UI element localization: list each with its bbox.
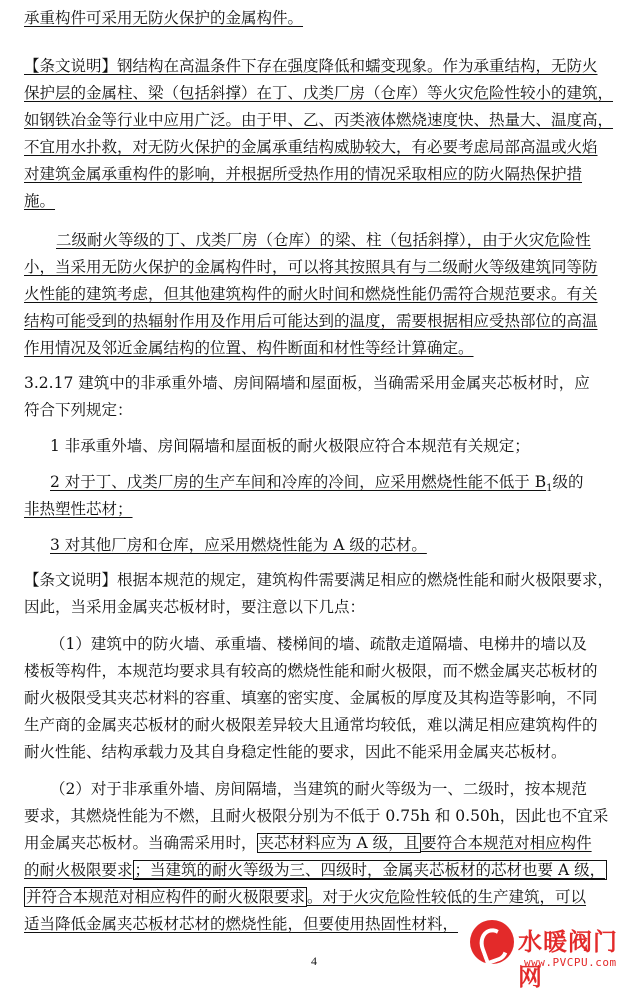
- text-line: 楼板等构件，本规范均要求具有较高的燃烧性能和耐火极限，而不燃金属夹芯板材的: [24, 662, 598, 680]
- text-line: 【条文说明】根据本规范的规定，建筑构件需要满足相应的燃烧性能和耐火极限要求，: [24, 571, 614, 589]
- text-line: [24, 856, 607, 884]
- subscript: 1: [546, 483, 553, 495]
- list-item-text: 2 对于丁、戊类厂房的生产车间和冷库的冷间，应采用燃烧性能不低于 B: [50, 473, 547, 491]
- clause-heading: 3.2.17 建筑中的非承重外墙、房间隔墙和屋面板，当确需采用金属夹芯板材时，应: [24, 374, 590, 392]
- text-line: 符合下列规定：: [24, 401, 133, 419]
- text-line: 对建筑金属承重构件的影响，并根据所受热作用的情况采取相应的防火隔热保护措: [24, 165, 583, 183]
- text-segment: 的耐火极限要求: [24, 861, 133, 879]
- text-line: 施。: [24, 192, 56, 210]
- watermark: [470, 920, 628, 991]
- list-item: 3 对其他厂房和仓库，应采用燃烧性能为 A 级的芯材。: [50, 536, 427, 554]
- text-line: 小，当采用无防火保护的金属构件时，可以将其按照具有与二级耐火等级建筑同等防: [24, 258, 598, 276]
- text-line: 要求，其燃烧性能为不燃，且耐火极限分别为不低于 0.75h 和 0.50h，因此也不宜采: [24, 807, 609, 825]
- boxed-text: 并符合本规范对相应构件的耐火极限要求: [26, 888, 306, 906]
- text-line: 二级耐火等级的丁、戊类厂房（仓库）的梁、柱（包括斜撑），由于火灾危险性: [56, 231, 591, 249]
- page-number: 4: [311, 954, 317, 968]
- text-line: 因此，当采用金属夹芯板材时，要注意以下几点：: [24, 598, 366, 616]
- text-line: 耐火极限受其夹芯材料的容重、填塞的密实度、金属板的厚度及其构造等影响，不同: [24, 689, 598, 707]
- text-line: 如钢铁冶金等行业中应用广泛。由于甲、乙、丙类液体燃烧速度快、热量大、温度高，: [24, 111, 614, 129]
- text-line: 不宜用水扑救，对无防火保护的金属承重结构威胁较大，有必要考虑局部高温或火焰: [24, 138, 598, 156]
- text-line: 承重构件可采用无防火保护的金属构件。: [24, 9, 304, 27]
- text-line: 耐火性能、结构承载力及其自身稳定性能的要求，因此不能采用金属夹芯板材。: [24, 743, 567, 761]
- text-line: 结构可能受到的热辐射作用及作用后可能达到的温度，需要根据相应受热部位的高温: [24, 312, 598, 330]
- text-segment: 用金属夹芯板材。当确需采用时，: [24, 834, 257, 852]
- text-line: 【条文说明】钢结构在高温条件下存在强度降低和蠕变现象。作为承重结构，无防火: [24, 57, 598, 75]
- boxed-text: 夹芯材料应为 A 级，且: [258, 834, 420, 852]
- text-segment: 要符合本规范对相应构件: [421, 834, 592, 852]
- list-item: [50, 468, 584, 496]
- text-line: [24, 883, 586, 911]
- watermark-name: 水暖阀门网: [518, 928, 618, 991]
- text-line: （1）建筑中的防火墙、承重墙、楼梯间的墙、疏散走道隔墙、电梯井的墙以及: [50, 635, 587, 653]
- watermark-url: www.PVCPU.com: [524, 956, 617, 969]
- text-line: 保护层的金属柱、梁（包括斜撑）在丁、戊类厂房（仓库）等火灾危险性较小的建筑，: [24, 84, 614, 102]
- list-item: 1 非承重外墙、房间隔墙和屋面板的耐火极限应符合本规范有关规定；: [50, 437, 530, 455]
- text-line: 生产商的金属夹芯板材的耐火极限差异较大且通常均较低，难以满足相应建筑构件的: [24, 716, 598, 734]
- list-item-text: 级的: [552, 473, 584, 491]
- pvcpu-logo-icon: [470, 920, 514, 964]
- text-segment: 。对于火灾危险性较低的生产建筑，可以: [307, 888, 587, 906]
- text-line: 作用情况及邻近金属结构的位置、构件断面和材性等经计算确定。: [24, 339, 474, 357]
- text-line: 火性能的建筑考虑，但其他建筑构件的耐火时间和燃烧性能仍需符合规范要求。有关: [24, 285, 598, 303]
- boxed-text: ；当建筑的耐火等级为三、四级时，金属夹芯板材的芯材也要 A 级，: [134, 861, 606, 879]
- text-line: （2）对于非承重外墙、房间隔墙，当建筑的耐火等级为一、二级时，按本规范: [50, 780, 587, 798]
- text-line: 非热塑性芯材；: [24, 500, 133, 518]
- text-line: 适当降低金属夹芯板材芯材的燃烧性能，但要使用热固性材料，: [24, 915, 459, 933]
- text-line: [24, 829, 592, 857]
